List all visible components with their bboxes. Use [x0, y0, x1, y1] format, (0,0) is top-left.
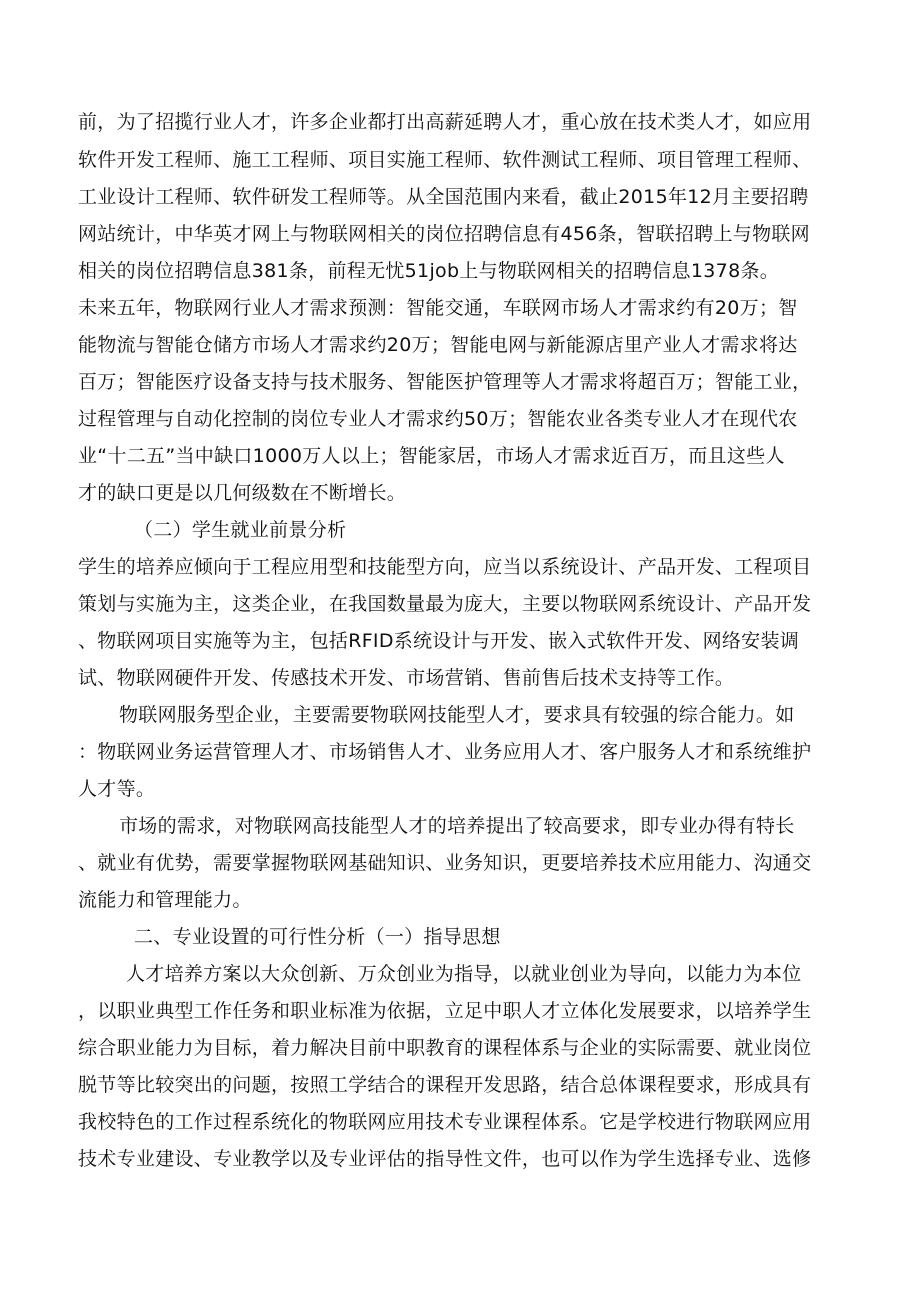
- text-line: 综合职业能力为目标，着力解决目前中职教育的课程体系与企业的实际需要、就业岗位: [78, 1037, 812, 1059]
- text-line: 物联网服务型企业，主要需要物联网技能型人才，要求具有较强的综合能力。如: [119, 704, 795, 726]
- text-line: ：物联网业务运营管理人才、市场销售人才、业务应用人才、客户服务人才和系统维护: [78, 741, 812, 763]
- text-line: 、就业有优势，需要掌握物联网基础知识、业务知识，更要培养技术应用能力、沟通交: [78, 852, 812, 874]
- text-line: 网站统计，中华英才网上与物联网相关的岗位招聘信息有456条，智联招聘上与物联网: [78, 223, 810, 245]
- text-line: 过程管理与自动化控制的岗位专业人才需求约50万；智能农业各类专业人才在现代农: [78, 408, 798, 430]
- text-line: 工业设计工程师、软件研发工程师等。从全国范围内来看，截止2015年12月主要招聘: [78, 186, 809, 208]
- text-line: ，以职业典型工作任务和职业标准为依据，立足中职人才立体化发展要求，以培养学生: [78, 1000, 812, 1022]
- text-line: 我校特色的工作过程系统化的物联网应用技术专业课程体系。它是学校进行物联网应用: [78, 1111, 812, 1133]
- section-heading: （二）学生就业前景分析: [134, 519, 347, 541]
- text-line: 市场的需求，对物联网高技能型人才的培养提出了较高要求，即专业办得有特长: [119, 815, 795, 837]
- text-line: 脱节等比较突出的问题，按照工学结合的课程开发思路，结合总体课程要求，形成具有: [78, 1074, 812, 1096]
- section-heading: 二、专业设置的可行性分析（一）指导思想: [134, 926, 501, 948]
- text-line: 业“十二五”当中缺口1000万人以上；智能家居，市场人才需求近百万，而且这些人: [78, 445, 785, 467]
- text-line: 人才培养方案以大众创新、万众创业为指导，以就业创业为导向，以能力为本位: [126, 963, 802, 985]
- text-line: 能物流与智能仓储方市场人才需求约20万；智能电网与新能源店里产业人才需求将达: [78, 334, 798, 356]
- text-line: 人才等。: [78, 778, 156, 800]
- text-line: 相关的岗位招聘信息381条，前程无忧51job上与物联网相关的招聘信息1378条。: [78, 260, 780, 282]
- text-line: 才的缺口更是以几何级数在不断增长。: [78, 482, 407, 504]
- text-line: 百万；智能医疗设备支持与技术服务、智能医护管理等人才需求将超百万；智能工业，: [78, 371, 812, 393]
- text-line: 试、物联网硬件开发、传感技术开发、市场营销、售前售后技术支持等工作。: [78, 667, 735, 689]
- text-line: 、物联网项目实施等为主，包括RFID系统设计与开发、嵌入式软件开发、网络安装调: [78, 630, 800, 652]
- text-line: 软件开发工程师、施工工程师、项目实施工程师、软件测试工程师、项目管理工程师、: [78, 149, 812, 171]
- text-line: 前，为了招揽行业人才，许多企业都打出高薪延聘人才，重心放在技术类人才，如应用: [78, 111, 812, 133]
- text-line: 技术专业建设、专业教学以及专业评估的指导性文件，也可以作为学生选择专业、选修: [78, 1148, 812, 1170]
- text-line: 策划与实施为主，这类企业，在我国数量最为庞大，主要以物联网系统设计、产品开发: [78, 593, 812, 615]
- text-line: 学生的培养应倾向于工程应用型和技能型方向，应当以系统设计、产品开发、工程项目: [78, 556, 812, 578]
- text-line: 流能力和管理能力。: [78, 889, 252, 911]
- text-line: 未来五年，物联网行业人才需求预测：智能交通，车联网市场人才需求约有20万；智: [78, 297, 798, 319]
